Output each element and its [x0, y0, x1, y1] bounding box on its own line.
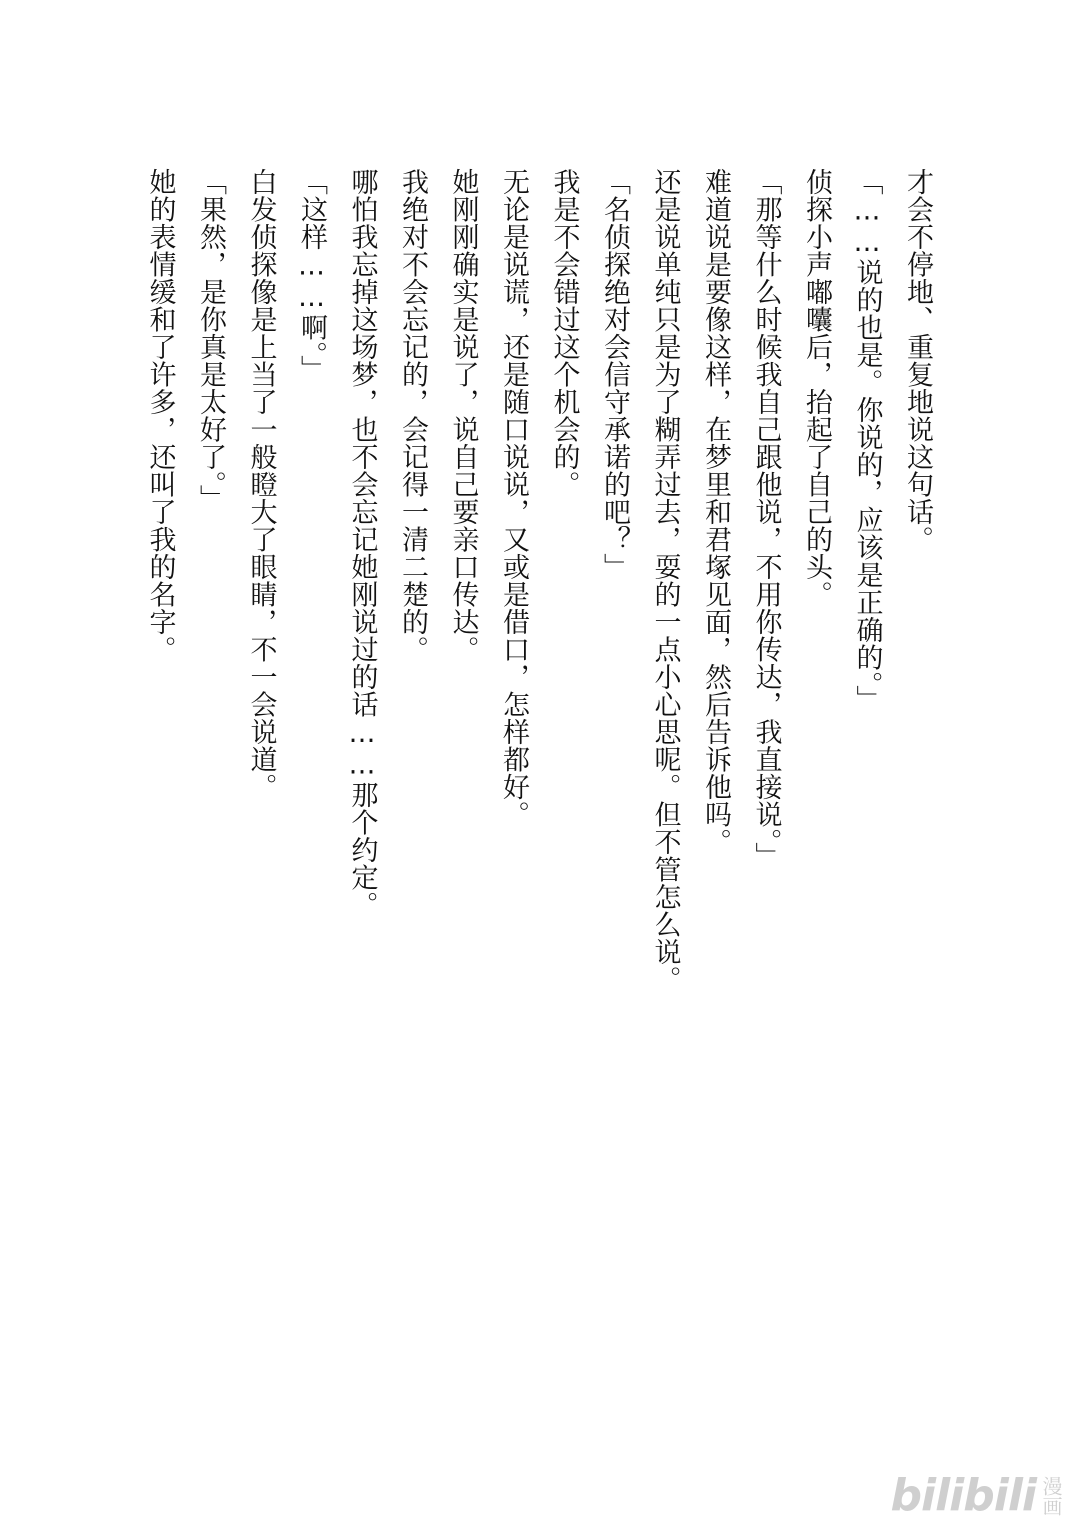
text-line: 无论是说谎，还是随口说说，又或是借口，怎样都好。 — [498, 168, 529, 828]
text-line: 「这样……啊。」 — [296, 168, 327, 383]
text-line: 还是说单纯只是为了糊弄过去，耍的一点小心思呢。但不管怎么说。 — [649, 168, 681, 993]
watermark-sub-text: 漫画 — [1039, 1475, 1063, 1516]
text-line: 我绝对不会忘记的，会记得一清二楚的。 — [397, 168, 428, 663]
bilibili-manga-watermark — [891, 1470, 1062, 1521]
text-line: 「……说的也是。你说的，应该是正确的。」 — [851, 168, 883, 713]
text-line: 她的表情缓和了许多，还叫了我的名字。 — [144, 168, 176, 663]
text-line: 「那等什么时候我自己跟他说，不用你传达，我直接说。」 — [750, 168, 782, 870]
text-line: 「名侦探绝对会信守承诺的吧？」 — [599, 168, 630, 581]
text-line: 我是不会错过这个机会的。 — [548, 168, 580, 498]
text-line: 才会不停地、重复地说这句话。 — [902, 168, 933, 553]
vertical-text-block — [134, 168, 942, 1068]
text-line: 白发侦探像是上当了一般瞪大了眼睛，不一会说道。 — [245, 168, 277, 801]
text-line: 侦探小声嘟囔后，抬起了自己的头。 — [801, 168, 832, 608]
text-line: 「果然，是你真是太好了。」 — [195, 168, 226, 512]
watermark-logo-text: bilibili — [890, 1470, 1036, 1521]
text-line: 哪怕我忘掉这场梦，也不会忘记她刚说过的话……那个约定。 — [346, 168, 378, 919]
text-line: 难道说是要像这样，在梦里和君塚见面，然后告诉他吗。 — [700, 168, 731, 856]
text-line: 她刚刚确实是说了，说自己要亲口传达。 — [447, 168, 479, 663]
